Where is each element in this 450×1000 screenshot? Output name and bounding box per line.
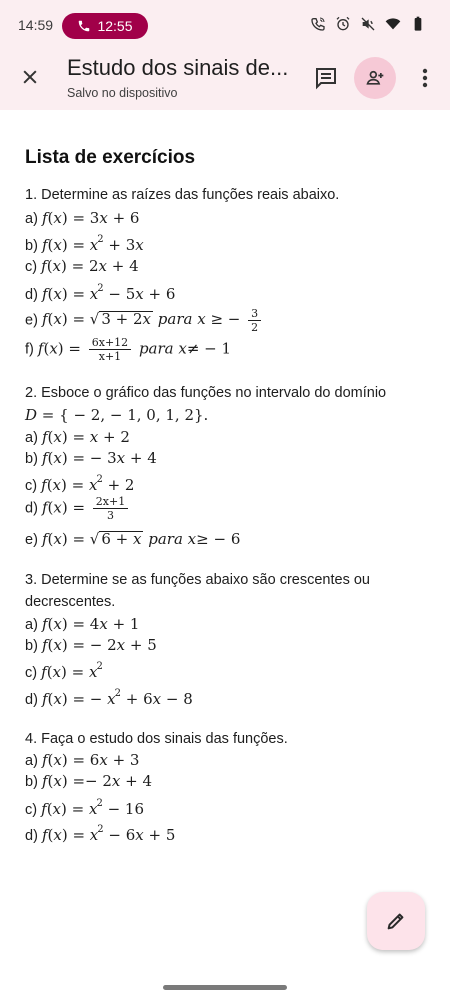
edit-fab-button[interactable] (367, 892, 425, 950)
q2-item-b: b) f(x) = − 3x + 4 (25, 449, 157, 467)
q4-item-c: c) $f(x) = x^2 - 16$ (25, 798, 145, 818)
document-heading: Lista de exercícios (25, 147, 196, 168)
status-bar (0, 0, 450, 52)
q1-item-e: e) f(x) = √ 3 + 2x para x ≥ − $\frac{3}{2}$ (25, 307, 264, 334)
q3-item-b: b) f(x) = − 2x + 5 (25, 636, 157, 654)
q4-item-a: a) f(x) = 6x + 3 (25, 751, 140, 769)
call-duration: 12:55 (97, 18, 133, 34)
q3-item-a: a) f(x) = 4x + 1 (25, 615, 140, 633)
q4-item-b: b) f(x) =− 2x + 4 (25, 772, 153, 790)
save-status: Salvo no dispositivo (67, 86, 178, 100)
q1-item-b: b) $f(x) = x^2 + 3x$ (25, 234, 144, 254)
status-time: 14:59 (18, 17, 54, 33)
q1-item-c: c) f(x) = 2x + 4 (25, 257, 139, 275)
edit-icon (385, 910, 407, 932)
q1-item-f: f) f(x) = $\frac{6x+12}{x+1}$ para x≠ − 1 (25, 336, 232, 363)
wifi-icon (385, 16, 401, 32)
gesture-nav-handle[interactable] (163, 985, 287, 990)
alarm-icon (335, 16, 351, 32)
q3-item-c: c) $f(x) = x^2$ (25, 661, 103, 681)
comment-icon (314, 66, 338, 90)
q3-title-line2: decrescentes. (25, 594, 116, 610)
q1-item-a: a) f(x) = 3x + 6 (25, 209, 140, 227)
q2-item-c: c) $f(x) = x^2 + 2$ (25, 474, 135, 494)
phone-icon (77, 19, 91, 33)
close-button[interactable] (16, 63, 44, 91)
comments-button[interactable] (312, 64, 340, 92)
q2-item-d: d) f(x) = $\frac{2x+1}{3}$ (25, 495, 131, 522)
q4-item-d: d) $f(x) = x^2 - 6x + 5$ (25, 824, 176, 844)
share-button[interactable] (354, 57, 396, 99)
q3-item-d: d) f(x) = − $x^2 + 6x - 8$ (25, 688, 193, 708)
more-options-button[interactable] (415, 64, 435, 92)
more-vert-icon (422, 68, 428, 88)
q2-item-a: a) f(x) = x + 2 (25, 428, 130, 446)
status-icons (310, 16, 426, 32)
document-title: Estudo dos sinais de... (67, 55, 289, 80)
app-header (0, 0, 450, 110)
ongoing-call-chip[interactable] (62, 13, 148, 39)
battery-icon (410, 16, 426, 32)
mute-icon (360, 16, 376, 32)
wifi-calling-icon (310, 16, 326, 32)
q1-title: 1. Determine as raízes das funções reais abaixo. (25, 187, 340, 203)
q3-title-line1: 3. Determine se as funções abaixo são crescentes ou (25, 572, 370, 588)
q2-domain: D = { − 2, − 1, 0, 1, 2}. (25, 406, 209, 424)
q2-item-e: e) f(x) = √ 6 + x para x≥ − 6 (25, 530, 241, 548)
q4-title: 4. Faça o estudo dos sinais das funções. (25, 731, 288, 747)
close-icon (20, 67, 40, 87)
add-person-icon (365, 68, 385, 88)
q1-item-d: d) $f(x) = x^2 - 5x + 6$ (25, 283, 176, 303)
q2-title: 2. Esboce o gráfico das funções no intervalo do domínio (25, 385, 387, 401)
